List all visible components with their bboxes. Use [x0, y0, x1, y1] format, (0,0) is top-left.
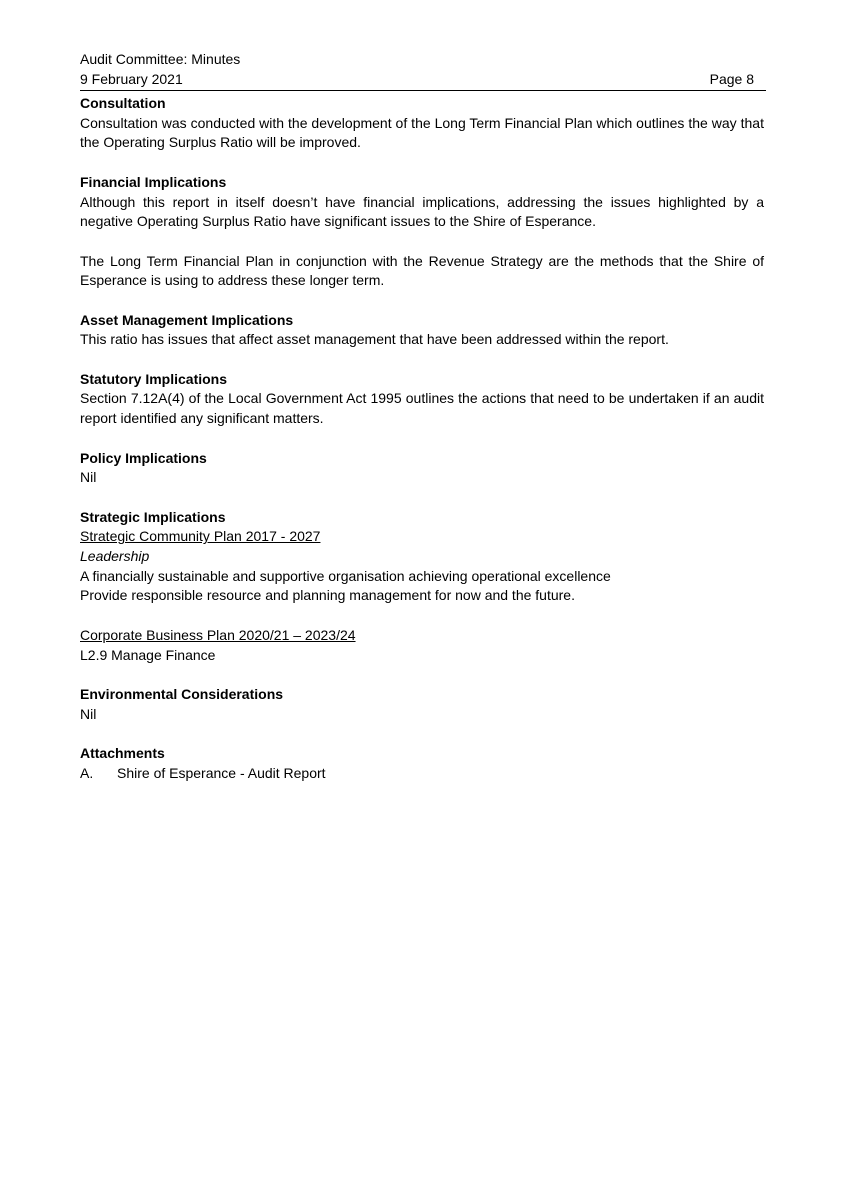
- corporate-plan-section: [80, 626, 764, 665]
- header-date: 9 February 2021: [80, 70, 183, 87]
- attachments-heading: Attachments: [80, 745, 165, 762]
- strategic-plan-title: Strategic Community Plan 2017 - 2027: [80, 528, 321, 545]
- strategic-heading: Strategic Implications: [80, 508, 226, 525]
- financial-text-2: The Long Term Financial Plan in conjunction with the Revenue Strategy are the methods that the Shire of Esperance is using to address these longer term.: [80, 252, 764, 289]
- environmental-text: Nil: [80, 705, 97, 722]
- strategic-theme: Leadership: [80, 548, 150, 565]
- statutory-section: [80, 370, 764, 429]
- header-title: Audit Committee: Minutes: [80, 51, 241, 67]
- attachment-label: Shire of Esperance - Audit Report: [117, 764, 326, 781]
- attachments-section: [80, 744, 764, 783]
- financial-section: [80, 173, 764, 232]
- page-number: Page 8: [709, 70, 754, 87]
- consultation-section: [80, 94, 764, 153]
- attachment-item: [80, 764, 764, 784]
- page-header: [80, 50, 766, 91]
- strategic-section: [80, 508, 764, 607]
- environmental-section: [80, 685, 764, 724]
- asset-text: This ratio has issues that affect asset management that have been addressed within the report.: [80, 331, 669, 348]
- financial-section-2: [80, 252, 764, 291]
- corporate-plan-title: Corporate Business Plan 2020/21 – 2023/24: [80, 626, 356, 643]
- strategic-line-1: A financially sustainable and supportive organisation achieving operational excellence: [80, 567, 611, 584]
- header-row: [80, 70, 766, 90]
- statutory-heading: Statutory Implications: [80, 370, 228, 387]
- consultation-text: Consultation was conducted with the development of the Long Term Financial Plan which outlines the way that the Operating Surplus Ratio will be improved.: [80, 114, 764, 151]
- financial-heading: Financial Implications: [80, 173, 227, 190]
- strategic-line-2: Provide responsible resource and planning management for now and the future.: [80, 587, 575, 604]
- policy-heading: Policy Implications: [80, 449, 207, 466]
- consultation-heading: Consultation: [80, 95, 166, 111]
- asset-heading: Asset Management Implications: [80, 311, 294, 328]
- attachment-letter: A.: [80, 764, 94, 781]
- financial-text-1: Although this report in itself doesn’t have financial implications, addressing the issues highlighted by a negative Operating Surplus Ratio have significant issues to the Shire of Esperance.: [80, 193, 764, 230]
- policy-section: [80, 449, 764, 488]
- statutory-text: Section 7.12A(4) of the Local Government Act 1995 outlines the actions that need to be undertaken if an audit report identified any significant matters.: [80, 390, 764, 427]
- document-body: [80, 94, 764, 803]
- asset-section: [80, 311, 764, 350]
- environmental-heading: Environmental Considerations: [80, 685, 284, 702]
- policy-text: Nil: [80, 469, 97, 486]
- corporate-plan-action: L2.9 Manage Finance: [80, 646, 216, 663]
